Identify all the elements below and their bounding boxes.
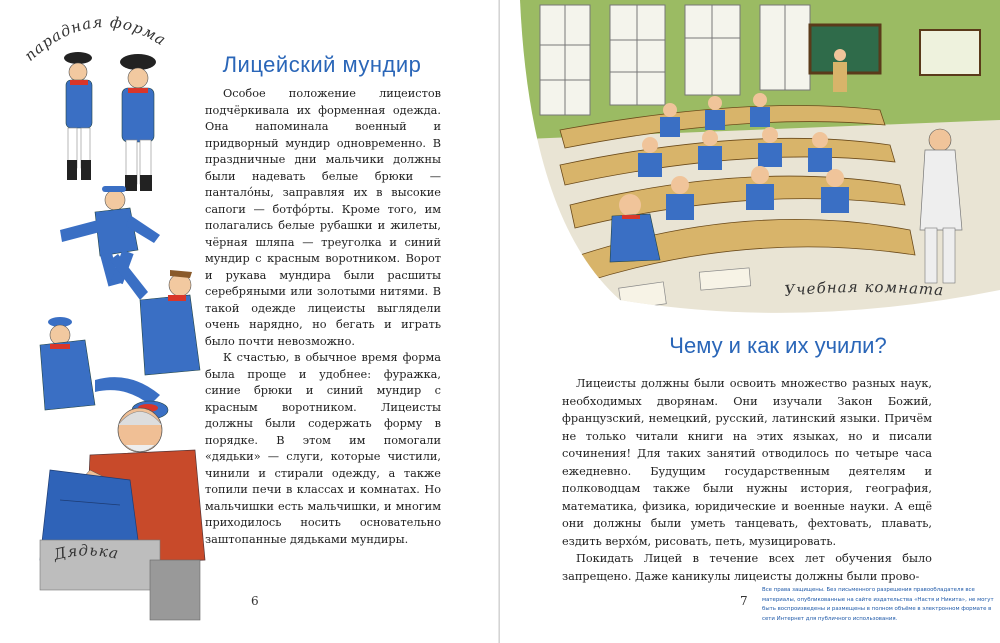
figure-reaching-boy	[110, 254, 200, 375]
classroom-drawing	[500, 0, 1000, 320]
caption-servant: Дядька	[51, 541, 121, 564]
figure-running-boy	[60, 186, 160, 286]
paragraph: Лицеисты должны были освоить множество разных наук, необходимых дворянам. Они изучали Закон Божий, французский, немецкий, русский, латинский языки. Причём не только читали книги на этих языках, но и писали сочинения! Для таких занятий отводилось по четыре часа ежедневно. Будущим государственным деятелям и полководцам также были нужны история, география, математика, физика, юридические и военные науки. А ещё они должны были уметь танцевать, фехтовать, плавать, ездить верхóм, рисовать, петь, музицировать.	[562, 377, 932, 548]
caption-parade-uniform: парадная форма	[20, 12, 170, 65]
paragraph: Покидать Лицей в течение всех лет обучения было запрещено. Даже каникулы лицеисты должны были прово-	[562, 552, 932, 583]
right-page	[500, 0, 1000, 643]
page-title-teaching: Чему и как их учили?	[669, 333, 887, 358]
paragraph: Особое положение лицеистов подчёркивала их форменная одежда. Она напоминала военный и придворный мундир одновременно. В праздничные дни мальчики должны были надевать белые брюки — панталóны, заправляя их в высокие сапоги — ботфóрты. Кроме того, им полагались белые рубашки и жилеты, чёрная шляпа — треуголка и синий мундир с красным воротником. Ворот и рукава мундира были расшиты серебряными или золотыми нитями. В такой одежде лицеисты выглядели очень нарядно, но бегать и играть было почти невозможно.	[205, 87, 441, 348]
paragraph: К счастью, в обычное время форма была проще и удобнее: фуражка, синие брюки и синий мундир с красным воротником. Лицеисты должны были содержать форму в порядке. В этом им помогали «дядьки» — слуги, которые чистили, чинили и стирали одежду, а также топили печи в классах и комнатах. Но мальчишки есть мальчишки, и многим приходилось носить основательно заштопанные дядьками мундиры.	[205, 351, 441, 546]
map	[920, 30, 980, 75]
uniforms-drawing	[0, 0, 210, 643]
copyright-notice: Все права защищены. Без письменного разрешения правообладателя все материалы, опубликованные на сайте издательства «Настя и Никита», не могут быть воспроизведены и размещены в полном объёме в электронном формате в сети Интернет для публичного использования.	[762, 587, 994, 622]
figure-servant	[40, 408, 205, 620]
figure-parade-1	[64, 52, 92, 180]
page-number-right: 7	[740, 594, 748, 608]
body-text-right	[562, 375, 932, 585]
body-text-left	[205, 86, 441, 548]
page-number-left: 6	[251, 594, 259, 608]
illustration-uniforms	[0, 0, 210, 643]
caption-classroom: Учебная комната	[783, 277, 945, 300]
page-title-uniform: Лицейский мундир	[222, 52, 422, 77]
figure-parade-2	[120, 54, 156, 191]
illustration-classroom	[500, 0, 1000, 320]
